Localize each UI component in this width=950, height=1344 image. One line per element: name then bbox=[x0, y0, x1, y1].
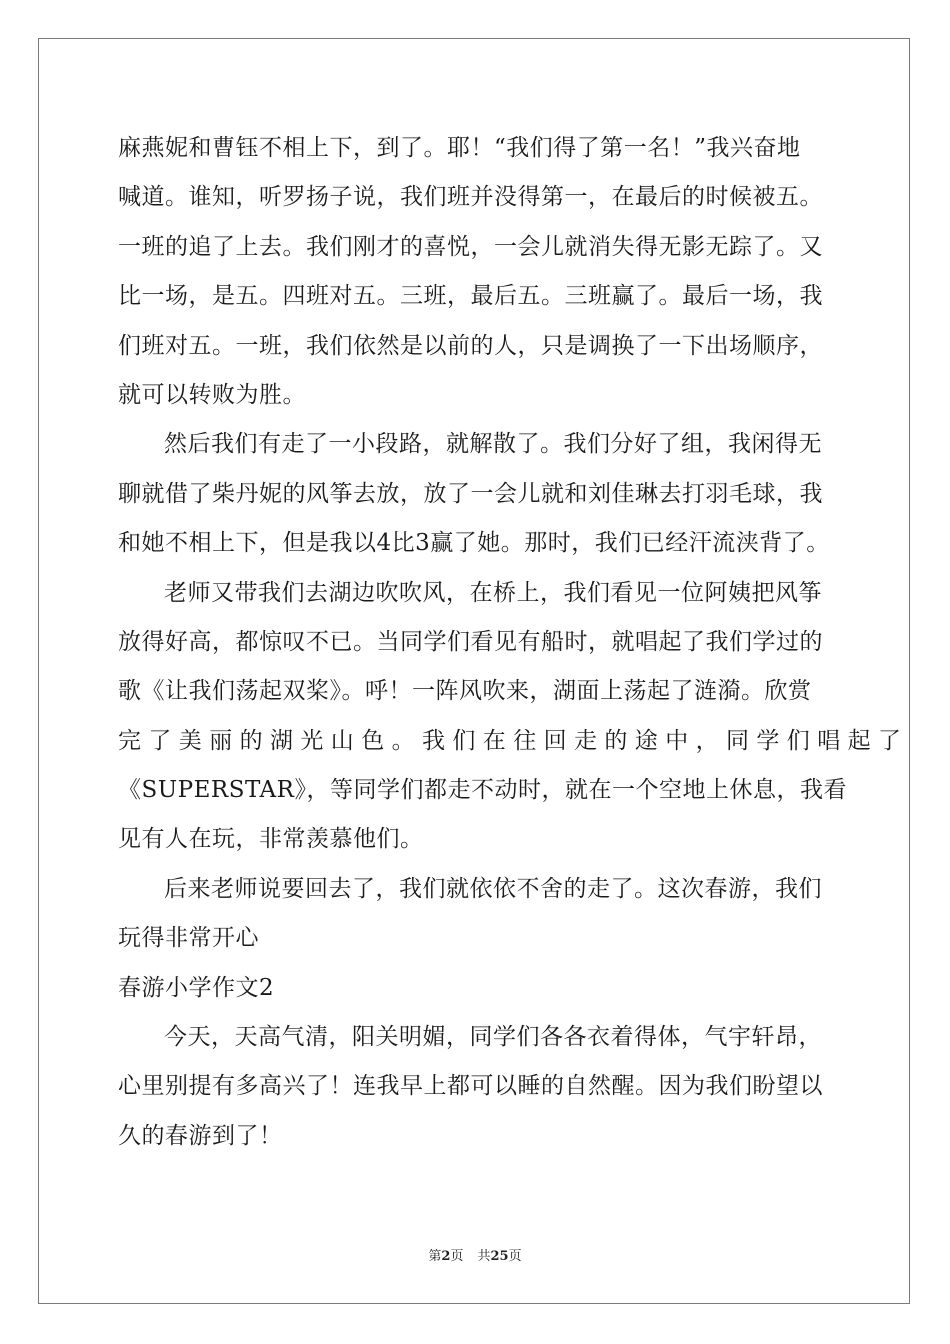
text-line: 见有人在玩，非常羡慕他们。 bbox=[118, 826, 424, 853]
text-line: 完了美丽的湖光山色。我们在往回走的途中，同学们唱起了 bbox=[118, 727, 909, 754]
text-line: 玩得非常开心 bbox=[118, 925, 259, 952]
total-pages: 25 bbox=[490, 1249, 509, 1264]
text-line: 老师又带我们去湖边吹吹风，在桥上，我们看见一位阿姨把风筝 bbox=[164, 579, 822, 606]
total-unit: 页 bbox=[508, 1249, 522, 1264]
text-line: 一班的追了上去。我们刚才的喜悦，一会儿就消失得无影无踪了。又 bbox=[118, 233, 823, 260]
page-unit: 页 bbox=[450, 1249, 464, 1264]
text-line: 比一场，是五。四班对五。三班，最后五。三班赢了。最后一场，我 bbox=[118, 283, 823, 310]
text-line: 和她不相上下，但是我以4比3赢了她。那时，我们已经汗流浃背了。 bbox=[118, 530, 830, 557]
text-line: 今天，天高气清，阳关明媚，同学们各各衣着得体，气宇轩昂， bbox=[164, 1024, 822, 1051]
page-number: 2 bbox=[441, 1249, 451, 1264]
text-line: 然后我们有走了一小段路，就解散了。我们分好了组，我闲得无 bbox=[164, 431, 822, 458]
document-body bbox=[118, 124, 909, 1161]
text-line: 聊就借了柴丹妮的风筝去放，放了一会儿就和刘佳琳去打羽毛球，我 bbox=[118, 480, 823, 507]
text-line: 后来老师说要回去了，我们就依依不舍的走了。这次春游，我们 bbox=[164, 875, 822, 902]
page-prefix: 第 bbox=[428, 1249, 442, 1264]
text-line: 喊道。谁知，听罗扬子说，我们班并没得第一，在最后的时候被五。 bbox=[118, 184, 823, 211]
text-line: 《SUPERSTAR》，等同学们都走不动时，就在一个空地上休息，我看 bbox=[118, 777, 847, 804]
text-line: 麻燕妮和曹钰不相上下，到了。耶！“我们得了第一名！”我兴奋地 bbox=[118, 135, 801, 161]
text-line: 歌《让我们荡起双桨》。呼！一阵风吹来，湖面上荡起了涟漪。欣赏 bbox=[118, 678, 812, 705]
text-line: 久的春游到了！ bbox=[118, 1122, 283, 1149]
section-heading: 春游小学作文2 bbox=[118, 974, 275, 1001]
text-line: 心里别提有多高兴了！连我早上都可以睡的自然醒。因为我们盼望以 bbox=[118, 1073, 823, 1100]
text-line: 就可以转败为胜。 bbox=[118, 381, 306, 408]
text-line: 们班对五。一班，我们依然是以前的人，只是调换了一下出场顺序， bbox=[118, 332, 823, 359]
page-footer bbox=[0, 1247, 950, 1267]
text-line: 放得好高，都惊叹不已。当同学们看见有船时，就唱起了我们学过的 bbox=[118, 628, 823, 655]
total-prefix: 共 bbox=[477, 1249, 491, 1264]
